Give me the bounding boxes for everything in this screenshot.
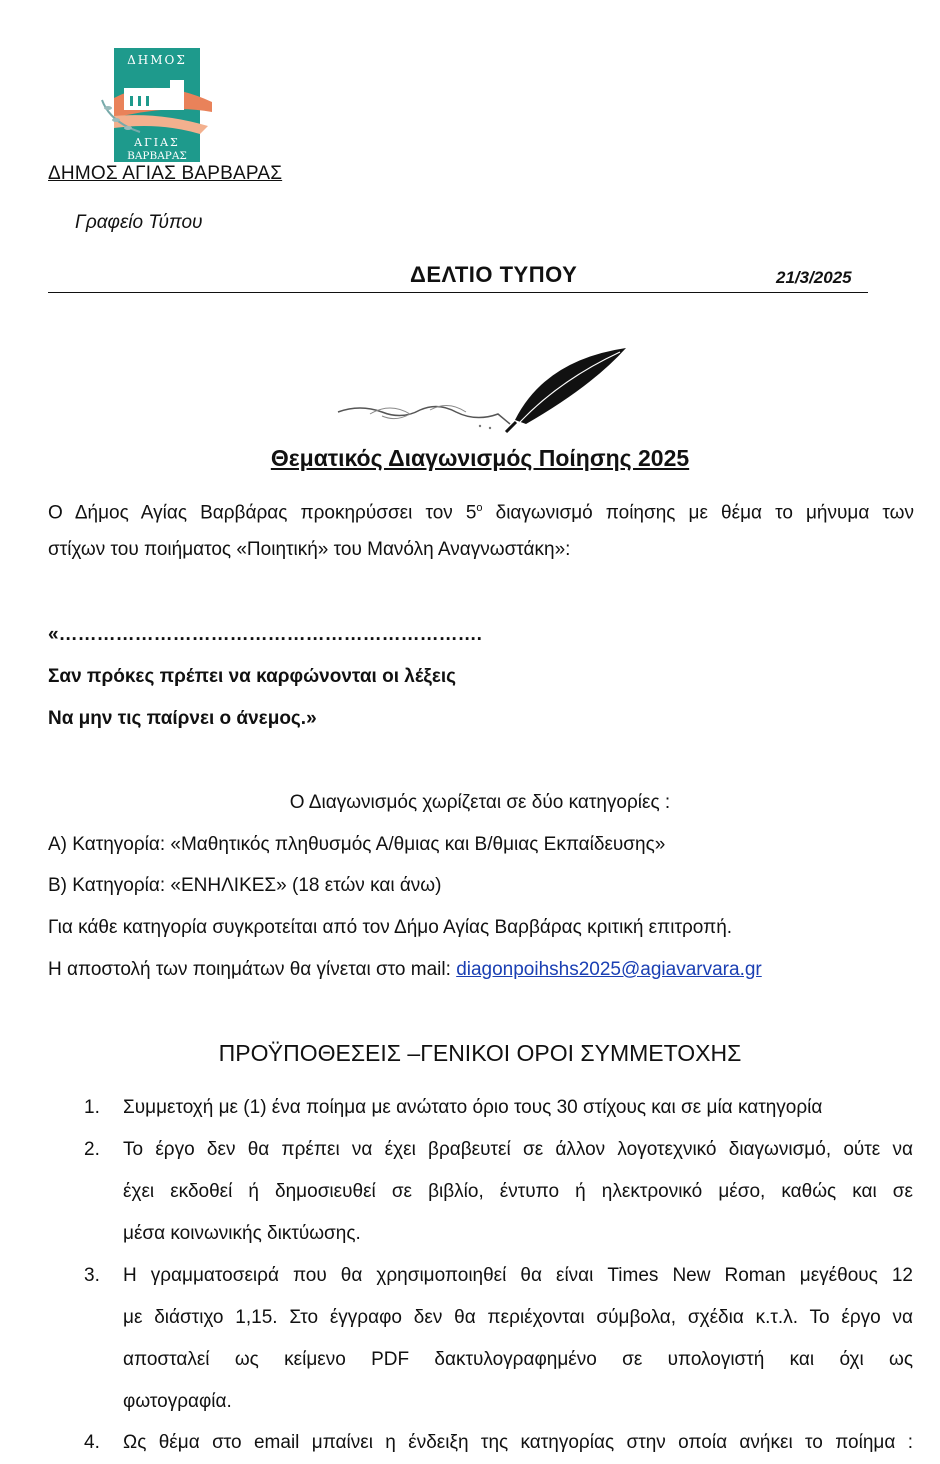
quill-pen-icon <box>330 340 630 435</box>
category-b: Β) Κατηγορία: «ΕΝΗΛΙΚΕΣ» (18 ετών και άνω) <box>48 875 442 896</box>
term-3-line-4: φωτογραφία. <box>123 1391 232 1412</box>
categories-heading: Ο Διαγωνισμός χωρίζεται σε δύο κατηγορίες : <box>289 792 671 813</box>
submission-text: Η αποστολή των ποιημάτων θα γίνεται στο mail: <box>48 959 457 980</box>
quote-line-2: Σαν πρόκες πρέπει να καρφώνονται οι λέξεις <box>48 666 457 687</box>
intro-line-1 <box>48 487 914 534</box>
term-number: 2. <box>84 1139 100 1160</box>
logo-bottom-line2: ΒΑΡΒΑΡΑΣ <box>127 150 187 162</box>
quote-line-3: Να μην τις παίρνει ο άνεμος.» <box>48 708 317 729</box>
document-type: ΔΕΛΤΙΟ ΤΥΠΟΥ <box>410 262 578 287</box>
quote-line-1: «…………………………………………………………. <box>48 624 482 645</box>
terms-heading: ΠΡΟΫΠΟΘΕΣΕΙΣ –ΓΕΝΙΚΟΙ ΟΡΟΙ ΣΥΜΜΕΤΟΧΗΣ <box>218 1040 742 1066</box>
press-office-label: Γραφείο Τύπου <box>75 212 203 233</box>
term-2-line-2: έχει εκδοθεί ή δημοσιευθεί σε βιβλίο, έντυπο ή ηλεκτρονικό μέσο, καθώς και σε <box>123 1181 913 1202</box>
submission-line <box>48 949 914 991</box>
term-number: 4. <box>84 1432 100 1453</box>
term-3-line-2: με διάστιχο 1,15. Στο έγγραφο δεν θα περιέχονται σύμβολα, σχέδια κ.τ.λ. Το έργο να <box>123 1307 913 1328</box>
municipality-name: ΔΗΜΟΣ ΑΓΙΑΣ ΒΑΡΒΑΡΑΣ <box>48 163 283 184</box>
intro-text-b: διαγωνισμό ποίησης με θέμα το μήνυμα των <box>482 502 914 524</box>
submission-email-link[interactable]: diagonpoihshs2025@agiavarvara.gr <box>456 959 762 980</box>
term-3-line-3: αποσταλεί ως κείμενο PDF δακτυλογραφημένο σε υπολογιστή και όχι ως <box>123 1349 913 1370</box>
term-number: 1. <box>84 1097 100 1118</box>
intro-superscript: ο <box>476 502 483 514</box>
term-number: 3. <box>84 1265 100 1286</box>
logo-top-text: ΔΗΜΟΣ <box>127 53 187 67</box>
term-2-line-3: μέσα κοινωνικής δικτύωσης. <box>123 1223 361 1244</box>
term-2-line-1: Το έργο δεν θα πρέπει να έχει βραβευτεί σε άλλον λογοτεχνικό διαγωνισμό, ούτε να <box>123 1139 913 1160</box>
term-3-line-1: Η γραμματοσειρά που θα χρησιμοποιηθεί θα είναι Times New Roman μεγέθους 12 <box>123 1265 913 1286</box>
logo-bottom-line1: ΑΓΙΑΣ <box>134 136 180 149</box>
committee-note: Για κάθε κατηγορία συγκροτείται από τον Δήμο Αγίας Βαρβάρας κριτική επιτροπή. <box>48 917 733 938</box>
intro-text-a: Ο Δήμος Αγίας Βαρβάρας προκηρύσσει τον 5 <box>48 502 477 524</box>
document-date: 21/3/2025 <box>776 268 852 287</box>
intro-line-2: στίχων του ποιήματος «Ποιητική» του Μανόλη Αναγνωστάκη»: <box>48 539 571 560</box>
category-a: Α) Κατηγορία: «Μαθητικός πληθυσμός Α/θμιας και Β/θμιας Εκπαίδευσης» <box>48 834 666 855</box>
municipality-logo <box>100 46 212 164</box>
term-1-line-1: Συμμετοχή με (1) ένα ποίημα με ανώτατο όριο τους 30 στίχους και σε μία κατηγορία <box>123 1097 823 1118</box>
term-4-line-1: Ως θέμα στο email μπαίνει η ένδειξη της κατηγορίας στην οποία ανήκει το ποίημα : <box>123 1432 913 1453</box>
document-title: Θεματικός Διαγωνισμός Ποίησης 2025 <box>270 445 690 471</box>
